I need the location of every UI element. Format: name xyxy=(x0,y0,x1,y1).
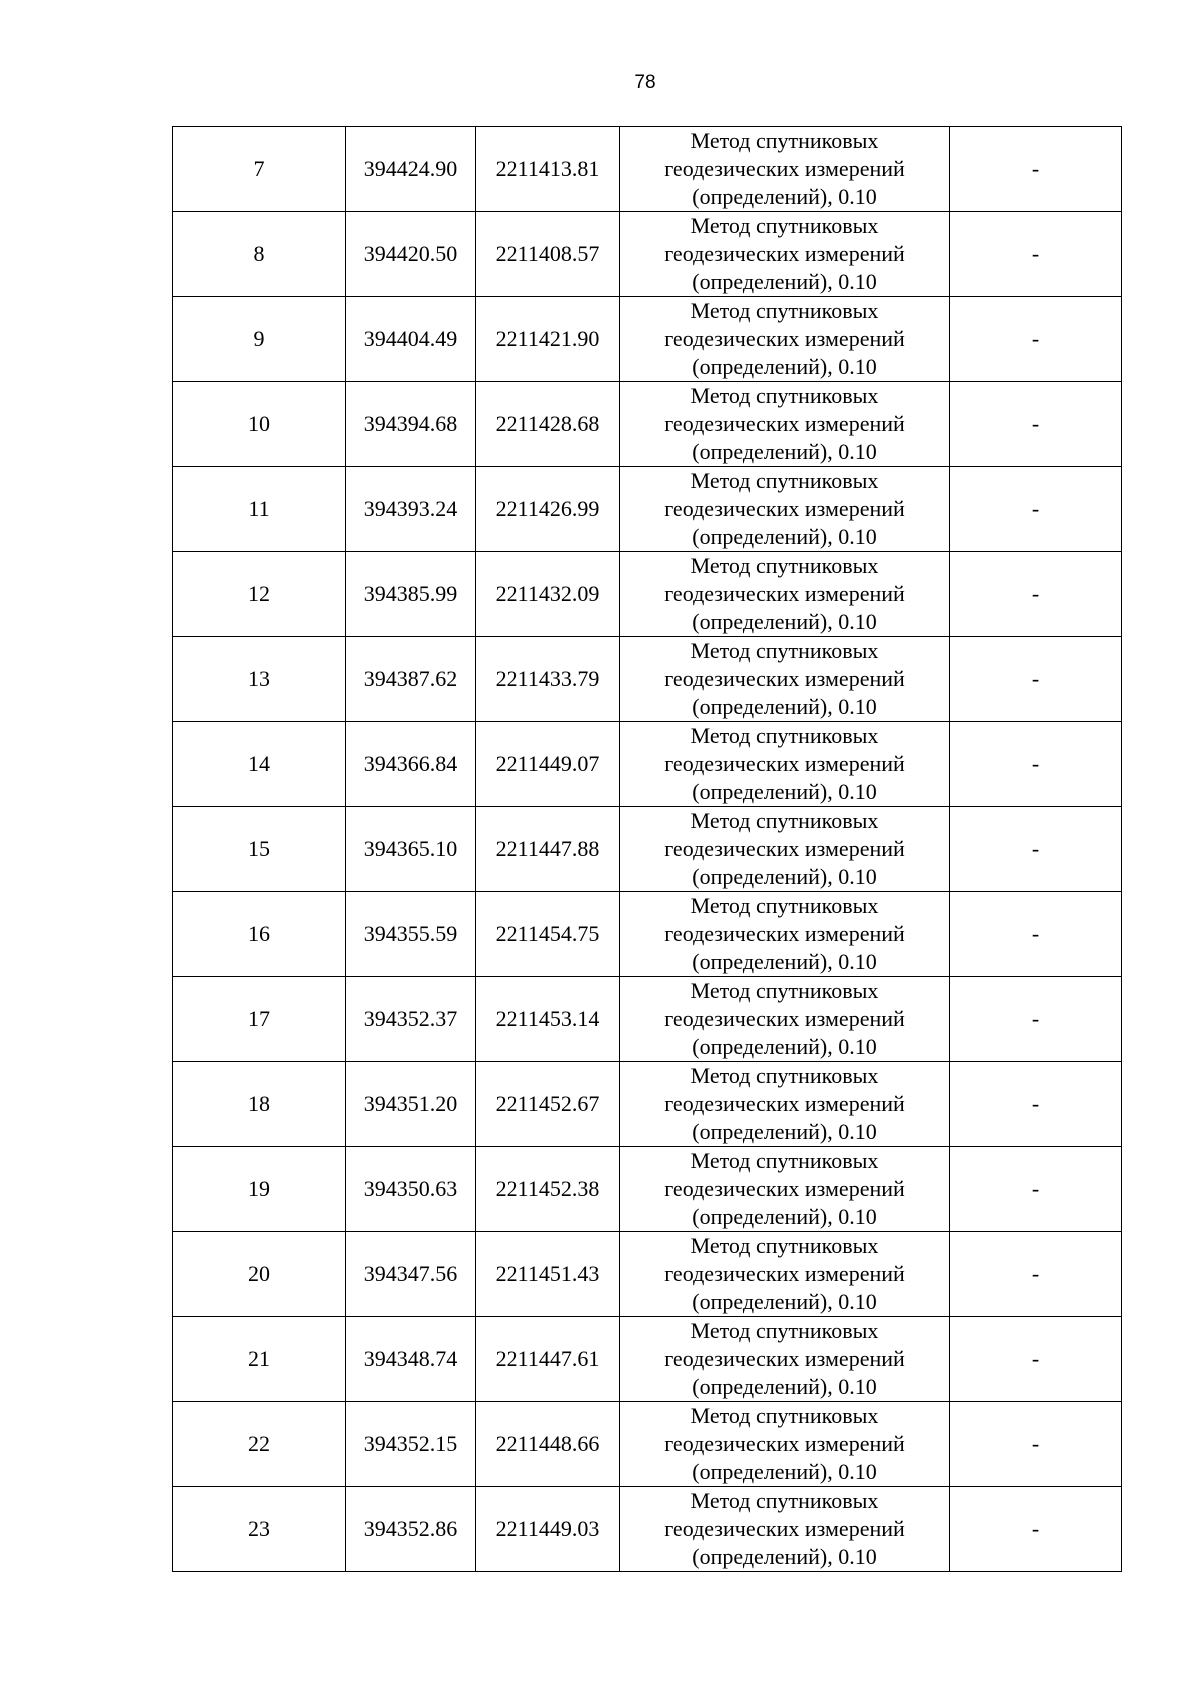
table-row xyxy=(173,1402,1122,1487)
note-cell: - xyxy=(950,212,1122,297)
method-line-3: (определений), 0.10 xyxy=(692,269,877,294)
method-line-1: Метод спутниковых xyxy=(690,978,879,1003)
note-cell: - xyxy=(950,1232,1122,1317)
method-line-2: геодезических измерений xyxy=(664,496,905,521)
method-cell xyxy=(620,1402,950,1487)
table-row xyxy=(173,892,1122,977)
point-number-cell: 17 xyxy=(173,977,346,1062)
x-coordinate-cell: 394352.15 xyxy=(346,1402,476,1487)
page-number: 78 xyxy=(634,72,656,93)
point-number-cell: 10 xyxy=(173,382,346,467)
x-coordinate-cell: 394352.37 xyxy=(346,977,476,1062)
method-cell xyxy=(620,1317,950,1402)
method-line-1: Метод спутниковых xyxy=(690,1233,879,1258)
note-cell: - xyxy=(950,1062,1122,1147)
method-cell xyxy=(620,1062,950,1147)
method-line-3: (определений), 0.10 xyxy=(692,184,877,209)
method-line-3: (определений), 0.10 xyxy=(692,524,877,549)
method-line-3: (определений), 0.10 xyxy=(692,354,877,379)
method-line-3: (определений), 0.10 xyxy=(692,1374,877,1399)
method-cell xyxy=(620,892,950,977)
method-line-2: геодезических измерений xyxy=(664,411,905,436)
method-line-3: (определений), 0.10 xyxy=(692,1289,877,1314)
y-coordinate-cell: 2211454.75 xyxy=(476,892,620,977)
method-cell xyxy=(620,637,950,722)
method-cell xyxy=(620,552,950,637)
point-number-cell: 14 xyxy=(173,722,346,807)
method-line-2: геодезических измерений xyxy=(664,1516,905,1541)
method-cell xyxy=(620,1487,950,1572)
table-row xyxy=(173,637,1122,722)
method-line-2: геодезических измерений xyxy=(664,1346,905,1371)
method-line-2: геодезических измерений xyxy=(664,666,905,691)
note-cell: - xyxy=(950,1402,1122,1487)
note-cell: - xyxy=(950,1487,1122,1572)
x-coordinate-cell: 394385.99 xyxy=(346,552,476,637)
method-cell xyxy=(620,1147,950,1232)
x-coordinate-cell: 394348.74 xyxy=(346,1317,476,1402)
y-coordinate-cell: 2211448.66 xyxy=(476,1402,620,1487)
method-line-1: Метод спутниковых xyxy=(690,213,879,238)
note-cell: - xyxy=(950,1317,1122,1402)
note-cell: - xyxy=(950,297,1122,382)
x-coordinate-cell: 394351.20 xyxy=(346,1062,476,1147)
method-line-1: Метод спутниковых xyxy=(690,808,879,833)
point-number-cell: 16 xyxy=(173,892,346,977)
x-coordinate-cell: 394394.68 xyxy=(346,382,476,467)
y-coordinate-cell: 2211452.38 xyxy=(476,1147,620,1232)
point-number-cell: 23 xyxy=(173,1487,346,1572)
method-line-1: Метод спутниковых xyxy=(690,553,879,578)
table-row xyxy=(173,722,1122,807)
table-row xyxy=(173,127,1122,212)
x-coordinate-cell: 394355.59 xyxy=(346,892,476,977)
method-line-2: геодезических измерений xyxy=(664,1091,905,1116)
note-cell: - xyxy=(950,892,1122,977)
note-cell: - xyxy=(950,1147,1122,1232)
method-line-1: Метод спутниковых xyxy=(690,1403,879,1428)
method-cell xyxy=(620,297,950,382)
point-number-cell: 22 xyxy=(173,1402,346,1487)
method-cell xyxy=(620,722,950,807)
table-row xyxy=(173,1487,1122,1572)
table-row xyxy=(173,552,1122,637)
table-row xyxy=(173,297,1122,382)
x-coordinate-cell: 394352.86 xyxy=(346,1487,476,1572)
method-line-2: геодезических измерений xyxy=(664,1006,905,1031)
x-coordinate-cell: 394366.84 xyxy=(346,722,476,807)
point-number-cell: 18 xyxy=(173,1062,346,1147)
table-row xyxy=(173,807,1122,892)
note-cell: - xyxy=(950,637,1122,722)
method-line-1: Метод спутниковых xyxy=(690,723,879,748)
method-line-1: Метод спутниковых xyxy=(690,1063,879,1088)
method-line-2: геодезических измерений xyxy=(664,1431,905,1456)
method-cell xyxy=(620,127,950,212)
method-line-2: геодезических измерений xyxy=(664,836,905,861)
x-coordinate-cell: 394350.63 xyxy=(346,1147,476,1232)
method-cell xyxy=(620,807,950,892)
method-line-2: геодезических измерений xyxy=(664,156,905,181)
method-line-1: Метод спутниковых xyxy=(690,468,879,493)
coordinates-table xyxy=(172,126,1122,1572)
y-coordinate-cell: 2211449.03 xyxy=(476,1487,620,1572)
note-cell: - xyxy=(950,127,1122,212)
x-coordinate-cell: 394387.62 xyxy=(346,637,476,722)
method-line-1: Метод спутниковых xyxy=(690,1318,879,1343)
method-line-3: (определений), 0.10 xyxy=(692,779,877,804)
method-line-3: (определений), 0.10 xyxy=(692,1459,877,1484)
method-line-1: Метод спутниковых xyxy=(690,298,879,323)
table-row xyxy=(173,382,1122,467)
x-coordinate-cell: 394393.24 xyxy=(346,467,476,552)
table-row xyxy=(173,1062,1122,1147)
y-coordinate-cell: 2211408.57 xyxy=(476,212,620,297)
note-cell: - xyxy=(950,722,1122,807)
method-line-3: (определений), 0.10 xyxy=(692,1204,877,1229)
method-line-3: (определений), 0.10 xyxy=(692,949,877,974)
method-cell xyxy=(620,382,950,467)
point-number-cell: 20 xyxy=(173,1232,346,1317)
table-row xyxy=(173,212,1122,297)
method-line-3: (определений), 0.10 xyxy=(692,1119,877,1144)
method-line-3: (определений), 0.10 xyxy=(692,439,877,464)
method-line-1: Метод спутниковых xyxy=(690,893,879,918)
method-line-3: (определений), 0.10 xyxy=(692,1544,877,1569)
method-line-1: Метод спутниковых xyxy=(690,1488,879,1513)
point-number-cell: 12 xyxy=(173,552,346,637)
y-coordinate-cell: 2211432.09 xyxy=(476,552,620,637)
coordinates-table-body xyxy=(173,127,1122,1572)
method-line-1: Метод спутниковых xyxy=(690,128,879,153)
method-line-2: геодезических измерений xyxy=(664,581,905,606)
note-cell: - xyxy=(950,467,1122,552)
method-line-3: (определений), 0.10 xyxy=(692,1034,877,1059)
x-coordinate-cell: 394347.56 xyxy=(346,1232,476,1317)
y-coordinate-cell: 2211413.81 xyxy=(476,127,620,212)
table-row xyxy=(173,467,1122,552)
x-coordinate-cell: 394420.50 xyxy=(346,212,476,297)
table-row xyxy=(173,1317,1122,1402)
point-number-cell: 13 xyxy=(173,637,346,722)
point-number-cell: 9 xyxy=(173,297,346,382)
method-cell xyxy=(620,1232,950,1317)
y-coordinate-cell: 2211453.14 xyxy=(476,977,620,1062)
y-coordinate-cell: 2211428.68 xyxy=(476,382,620,467)
method-line-1: Метод спутниковых xyxy=(690,638,879,663)
table-row xyxy=(173,1147,1122,1232)
y-coordinate-cell: 2211421.90 xyxy=(476,297,620,382)
y-coordinate-cell: 2211449.07 xyxy=(476,722,620,807)
point-number-cell: 8 xyxy=(173,212,346,297)
x-coordinate-cell: 394365.10 xyxy=(346,807,476,892)
point-number-cell: 15 xyxy=(173,807,346,892)
table-row xyxy=(173,977,1122,1062)
y-coordinate-cell: 2211426.99 xyxy=(476,467,620,552)
method-line-1: Метод спутниковых xyxy=(690,383,879,408)
point-number-cell: 19 xyxy=(173,1147,346,1232)
method-line-2: геодезических измерений xyxy=(664,326,905,351)
method-line-2: геодезических измерений xyxy=(664,751,905,776)
method-line-3: (определений), 0.10 xyxy=(692,609,877,634)
x-coordinate-cell: 394424.90 xyxy=(346,127,476,212)
y-coordinate-cell: 2211433.79 xyxy=(476,637,620,722)
note-cell: - xyxy=(950,552,1122,637)
table-row xyxy=(173,1232,1122,1317)
note-cell: - xyxy=(950,807,1122,892)
point-number-cell: 21 xyxy=(173,1317,346,1402)
method-line-3: (определений), 0.10 xyxy=(692,694,877,719)
method-line-2: геодезических измерений xyxy=(664,1261,905,1286)
y-coordinate-cell: 2211447.61 xyxy=(476,1317,620,1402)
x-coordinate-cell: 394404.49 xyxy=(346,297,476,382)
method-line-3: (определений), 0.10 xyxy=(692,864,877,889)
method-cell xyxy=(620,977,950,1062)
y-coordinate-cell: 2211452.67 xyxy=(476,1062,620,1147)
point-number-cell: 7 xyxy=(173,127,346,212)
method-line-1: Метод спутниковых xyxy=(690,1148,879,1173)
method-cell xyxy=(620,467,950,552)
point-number-cell: 11 xyxy=(173,467,346,552)
method-line-2: геодезических измерений xyxy=(664,921,905,946)
method-line-2: геодезических измерений xyxy=(664,241,905,266)
y-coordinate-cell: 2211451.43 xyxy=(476,1232,620,1317)
y-coordinate-cell: 2211447.88 xyxy=(476,807,620,892)
method-line-2: геодезических измерений xyxy=(664,1176,905,1201)
note-cell: - xyxy=(950,382,1122,467)
note-cell: - xyxy=(950,977,1122,1062)
method-cell xyxy=(620,212,950,297)
